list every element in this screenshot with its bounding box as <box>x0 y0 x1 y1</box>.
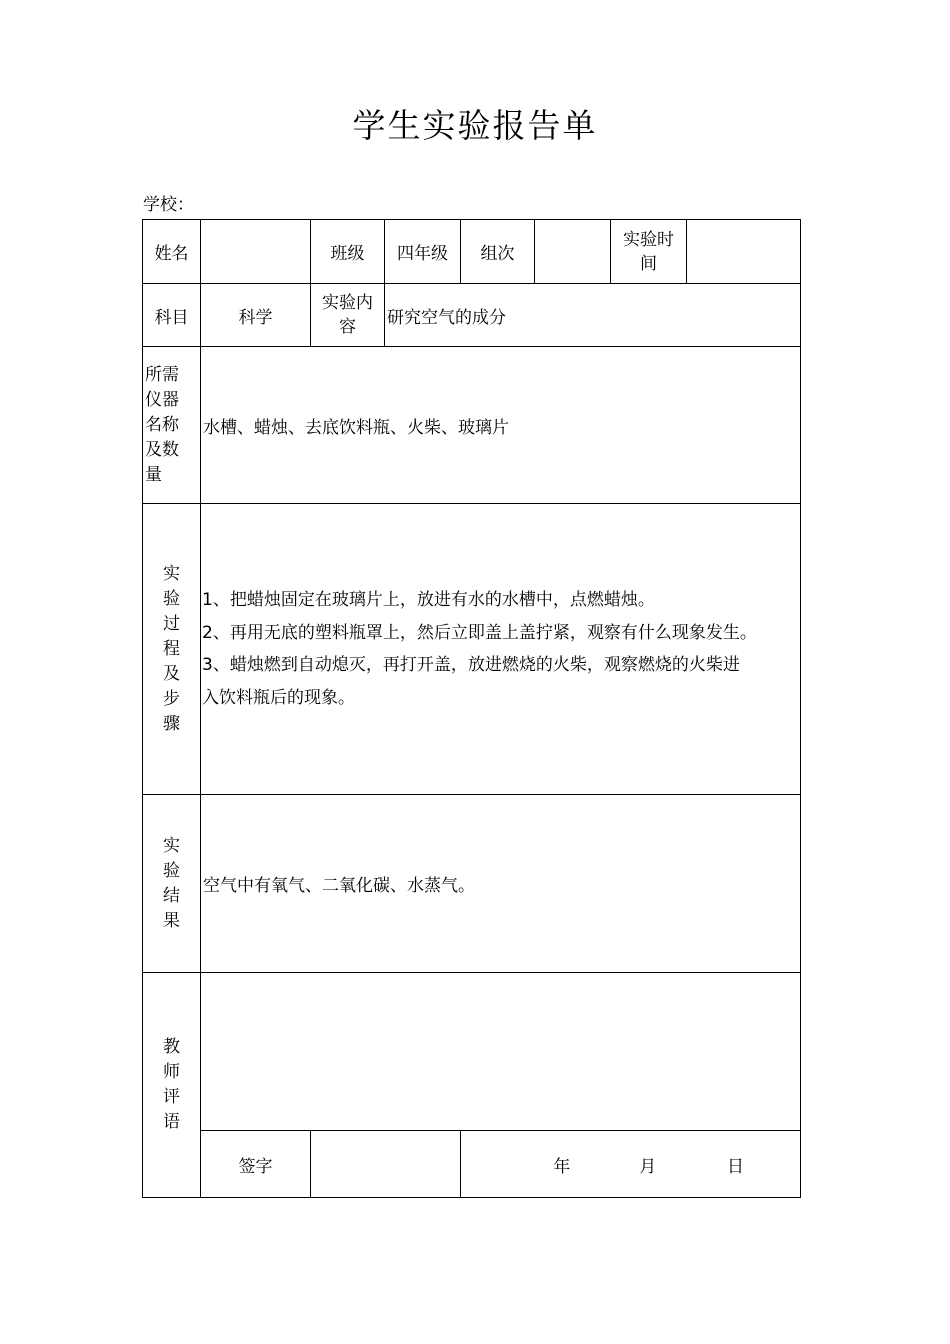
process-steps[interactable] <box>201 504 801 795</box>
time-value[interactable] <box>687 220 801 284</box>
class-value[interactable]: 四年级 <box>385 220 461 284</box>
step-line: 入饮料瓶后的现象。 <box>202 687 355 708</box>
date-day: 日 <box>727 1156 744 1177</box>
process-label-char: 步 <box>163 688 180 709</box>
info-row-1 <box>143 220 801 284</box>
instruments-label-line: 量 <box>145 464 162 485</box>
content-label-line2: 容 <box>339 317 356 337</box>
process-label-char: 过 <box>163 613 180 634</box>
instruments-label-line: 及数 <box>145 439 179 460</box>
date-month: 月 <box>639 1156 657 1177</box>
group-value[interactable] <box>535 220 611 284</box>
sign-value[interactable] <box>311 1131 461 1198</box>
result-label-char: 果 <box>163 910 180 931</box>
process-label <box>143 504 201 795</box>
teacher-label-char: 教 <box>163 1037 180 1057</box>
subject-label: 科目 <box>143 284 201 347</box>
school-label: 学校： <box>143 195 194 215</box>
time-label-line2: 间 <box>640 253 657 274</box>
report-table <box>142 219 801 1198</box>
name-label: 姓名 <box>143 220 201 284</box>
result-label-char: 验 <box>163 860 180 881</box>
time-label <box>611 220 687 284</box>
subject-value[interactable]: 科学 <box>201 284 311 347</box>
teacher-comment-row <box>143 973 801 1131</box>
page-title: 学生实验报告单 <box>352 106 598 145</box>
instruments-label-line: 名称 <box>145 414 179 435</box>
process-label-char: 验 <box>163 588 180 609</box>
process-label-char: 程 <box>163 638 180 659</box>
result-label <box>143 795 201 973</box>
instruments-label-line: 所需 <box>145 364 179 385</box>
time-label-line1: 实验时 <box>623 229 674 250</box>
instruments-value[interactable]: 水槽、蜡烛、去底饮料瓶、火柴、玻璃片 <box>201 347 801 504</box>
content-label-line1: 实验内 <box>322 293 373 313</box>
content-label <box>311 284 385 347</box>
instruments-row <box>143 347 801 504</box>
date-year: 年 <box>553 1156 571 1177</box>
teacher-label-char: 语 <box>163 1112 180 1132</box>
result-label-char: 结 <box>163 885 180 906</box>
teacher-label-char: 评 <box>163 1087 180 1107</box>
process-label-char: 骤 <box>163 713 180 734</box>
info-row-2 <box>143 284 801 347</box>
sign-label: 签字 <box>201 1131 311 1198</box>
process-label-char: 实 <box>163 563 180 584</box>
instruments-label-line: 仪器 <box>145 389 179 410</box>
process-row <box>143 504 801 795</box>
result-row <box>143 795 801 973</box>
teacher-comment[interactable] <box>201 973 801 1131</box>
class-label: 班级 <box>311 220 385 284</box>
group-label: 组次 <box>461 220 535 284</box>
teacher-label <box>143 973 201 1198</box>
teacher-label-char: 师 <box>163 1062 180 1082</box>
process-label-char: 及 <box>163 663 180 684</box>
step-line: 3、蜡烛燃到自动熄灭，再打开盖，放进燃烧的火柴，观察燃烧的火柴进 <box>202 655 740 675</box>
instruments-label <box>143 347 201 504</box>
name-value[interactable] <box>201 220 311 284</box>
sign-date[interactable] <box>461 1131 801 1198</box>
content-value[interactable]: 研究空气的成分 <box>385 284 801 347</box>
step-line: 1、把蜡烛固定在玻璃片上，放进有水的水槽中，点燃蜡烛。 <box>202 590 655 610</box>
teacher-sign-row <box>143 1131 801 1198</box>
step-line: 2、再用无底的塑料瓶罩上，然后立即盖上盖拧紧，观察有什么现象发生。 <box>202 622 757 643</box>
result-label-char: 实 <box>163 835 180 856</box>
result-value[interactable]: 空气中有氧气、二氧化碳、水蒸气。 <box>201 795 801 973</box>
